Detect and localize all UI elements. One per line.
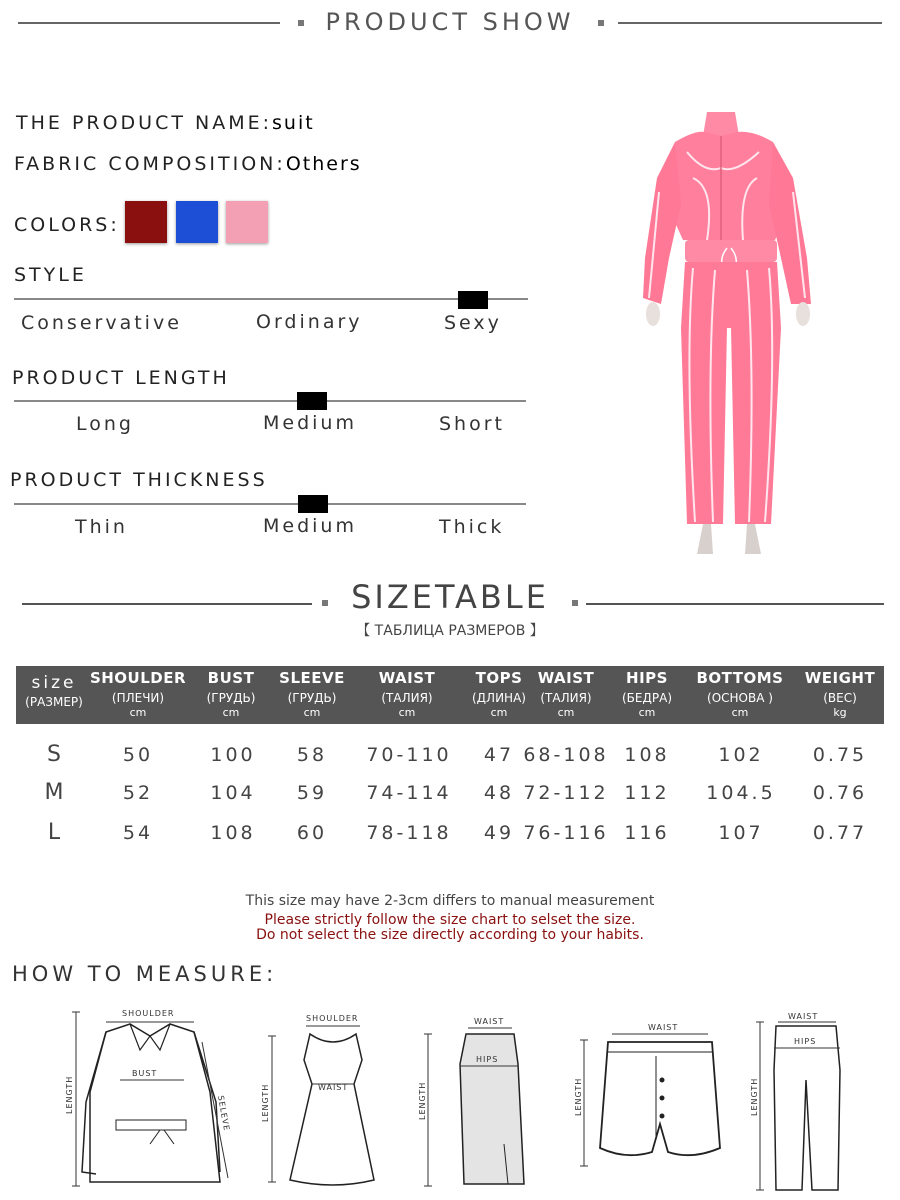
col-hips <box>614 666 680 720</box>
table-cell: 108 <box>624 744 670 766</box>
table-cell: 59 <box>296 782 328 804</box>
table-cell: 108 <box>210 822 256 844</box>
style-option-ordinary: Ordinary <box>256 311 363 333</box>
table-cell: 74-114 <box>366 782 452 804</box>
header-rule-right <box>618 22 882 24</box>
jacket-shoulder-label: SHOULDER <box>122 1009 175 1018</box>
color-swatch-blue[interactable] <box>176 201 218 243</box>
thickness-option-medium: Medium <box>263 515 357 537</box>
table-cell: 112 <box>624 782 670 804</box>
col-waist-top-title: WAIST <box>378 669 436 687</box>
length-scale-line <box>14 400 526 402</box>
thickness-scale-line <box>14 503 526 505</box>
how-to-measure-title: HOW TO MEASURE: <box>12 962 278 986</box>
size-cell: M <box>44 780 64 805</box>
table-cell: 72-112 <box>523 782 609 804</box>
col-weight-title: WEIGHT <box>804 669 876 687</box>
thickness-scale-marker <box>298 495 328 513</box>
table-cell: 100 <box>210 744 256 766</box>
col-shoulder-title: SHOULDER <box>89 669 187 687</box>
table-cell: 0.75 <box>812 744 868 766</box>
table-cell: 76-116 <box>523 822 609 844</box>
note-measurement: This size may have 2-3cm differs to manual measurement <box>245 893 655 909</box>
product-name <box>16 112 315 134</box>
thickness-option-thin: Thin <box>75 516 128 538</box>
style-scale-line <box>14 298 528 300</box>
pants-length-label: LENGTH <box>750 1077 759 1116</box>
skirt-waist-label: WAIST <box>474 1017 505 1026</box>
col-bust-title: BUST <box>207 669 255 687</box>
col-tops-sub: (ДЛИНА) <box>472 691 526 705</box>
skirt-length-label: LENGTH <box>418 1081 427 1120</box>
dress-shoulder-label: SHOULDER <box>306 1014 359 1023</box>
jacket-length-label: LENGTH <box>65 1075 74 1114</box>
size-cell: S <box>47 742 61 767</box>
col-waist-top-unit: cm <box>398 706 416 719</box>
thickness-title: PRODUCT THICKNESS <box>10 469 268 491</box>
col-sleeve <box>274 666 350 720</box>
sizetable-rule-right <box>586 603 884 605</box>
table-cell: 47 <box>483 744 515 766</box>
dress-length-label: LENGTH <box>261 1083 270 1122</box>
sizetable-title: SIZETABLE <box>351 578 549 616</box>
thickness-option-thick: Thick <box>439 516 505 538</box>
col-hips-title: HIPS <box>626 669 668 687</box>
table-cell: 50 <box>122 744 154 766</box>
header-dot-right <box>598 20 604 26</box>
col-size-sub: (РАЗМЕР) <box>25 695 83 709</box>
fabric-label: FABRIC COMPOSITION: <box>14 153 286 175</box>
col-tops-unit: cm <box>490 706 508 719</box>
col-tops <box>468 666 530 720</box>
skirt-diagram <box>416 1014 536 1190</box>
col-waist-top <box>364 666 450 720</box>
fabric-value: Others <box>285 153 362 175</box>
table-cell: 104.5 <box>706 782 776 804</box>
col-waist-bottom <box>532 666 600 720</box>
table-cell: 0.76 <box>812 782 868 804</box>
table-cell: 49 <box>483 822 515 844</box>
page-title: PRODUCT SHOW <box>325 8 575 36</box>
col-sleeve-sub: (ГРУДЬ) <box>287 691 337 705</box>
col-bust-unit: cm <box>222 706 240 719</box>
col-waist-top-sub: (ТАЛИЯ) <box>381 691 433 705</box>
table-cell: 52 <box>122 782 154 804</box>
col-shoulder-sub: (ПЛЕЧИ) <box>111 691 165 705</box>
table-cell: 102 <box>718 744 764 766</box>
col-hips-unit: cm <box>638 706 656 719</box>
color-swatch-pink[interactable] <box>226 201 268 243</box>
length-option-long: Long <box>76 413 134 435</box>
note-habits: Do not select the size directly according to your habits. <box>256 927 644 943</box>
col-waist-bottom-unit: cm <box>557 706 575 719</box>
col-weight <box>800 666 880 720</box>
product-name-label: THE PRODUCT NAME: <box>16 112 273 134</box>
col-shoulder <box>86 666 190 720</box>
style-scale-marker <box>458 291 488 309</box>
pants-hips-label: HIPS <box>794 1037 817 1046</box>
length-option-medium: Medium <box>263 412 357 434</box>
shorts-waist-label: WAIST <box>648 1023 679 1032</box>
table-cell: 78-118 <box>366 822 452 844</box>
size-cell: L <box>47 820 61 845</box>
product-photo <box>635 108 825 558</box>
col-bottoms-sub: (ОСНОВА ) <box>707 691 773 705</box>
sizetable-dot-right <box>572 600 578 606</box>
style-option-sexy: Sexy <box>444 312 502 334</box>
table-cell: 58 <box>296 744 328 766</box>
col-size <box>16 666 92 710</box>
col-bottoms-unit: cm <box>731 706 749 719</box>
col-weight-unit: kg <box>833 706 847 719</box>
table-cell: 54 <box>122 822 154 844</box>
length-title: PRODUCT LENGTH <box>12 367 230 389</box>
col-shoulder-unit: cm <box>129 706 147 719</box>
table-cell: 68-108 <box>523 744 609 766</box>
colors-label: COLORS: <box>14 214 120 236</box>
length-option-short: Short <box>439 413 505 435</box>
pants-diagram <box>746 1010 856 1196</box>
table-cell: 70-110 <box>366 744 452 766</box>
color-swatch-red[interactable] <box>125 201 167 243</box>
col-waist-bottom-title: WAIST <box>537 669 595 687</box>
col-sleeve-title: SLEEVE <box>279 669 345 687</box>
table-cell: 48 <box>483 782 515 804</box>
jacket-diagram <box>60 1002 240 1192</box>
col-hips-sub: (БЕДРА) <box>622 691 672 705</box>
table-cell: 107 <box>718 822 764 844</box>
style-option-conservative: Conservative <box>21 312 182 334</box>
col-sleeve-unit: cm <box>303 706 321 719</box>
col-weight-sub: (ВЕС) <box>823 691 857 705</box>
col-bust-sub: (ГРУДЬ) <box>206 691 256 705</box>
col-size-title: size <box>31 673 77 693</box>
table-cell: 0.77 <box>812 822 868 844</box>
dress-diagram <box>258 1010 398 1190</box>
col-waist-bottom-sub: (ТАЛИЯ) <box>540 691 592 705</box>
sizetable-subtitle: 【 ТАБЛИЦА РАЗМЕРОВ 】 <box>356 623 544 639</box>
pants-waist-label: WAIST <box>788 1012 819 1021</box>
style-title: STYLE <box>14 264 87 286</box>
col-bottoms-title: BOTTOMS <box>696 669 784 687</box>
col-tops-title: TOPS <box>475 669 523 687</box>
jacket-sleeve-label: SELEVE <box>216 1094 232 1132</box>
col-bust <box>194 666 268 720</box>
size-table-header <box>16 666 884 724</box>
fabric-composition <box>14 153 362 175</box>
table-cell: 104 <box>210 782 256 804</box>
table-cell: 60 <box>296 822 328 844</box>
dress-waist-label: WAIST <box>318 1083 349 1092</box>
jacket-bust-label: BUST <box>132 1069 158 1078</box>
product-name-value: suit <box>272 112 315 134</box>
col-bottoms <box>690 666 790 720</box>
length-scale-marker <box>297 392 327 410</box>
shorts-diagram <box>572 1020 732 1170</box>
note-follow-chart: Please strictly follow the size chart to selset the size. <box>264 912 636 928</box>
skirt-hips-label: HIPS <box>476 1055 499 1064</box>
table-cell: 116 <box>624 822 670 844</box>
shorts-length-label: LENGTH <box>574 1077 583 1116</box>
